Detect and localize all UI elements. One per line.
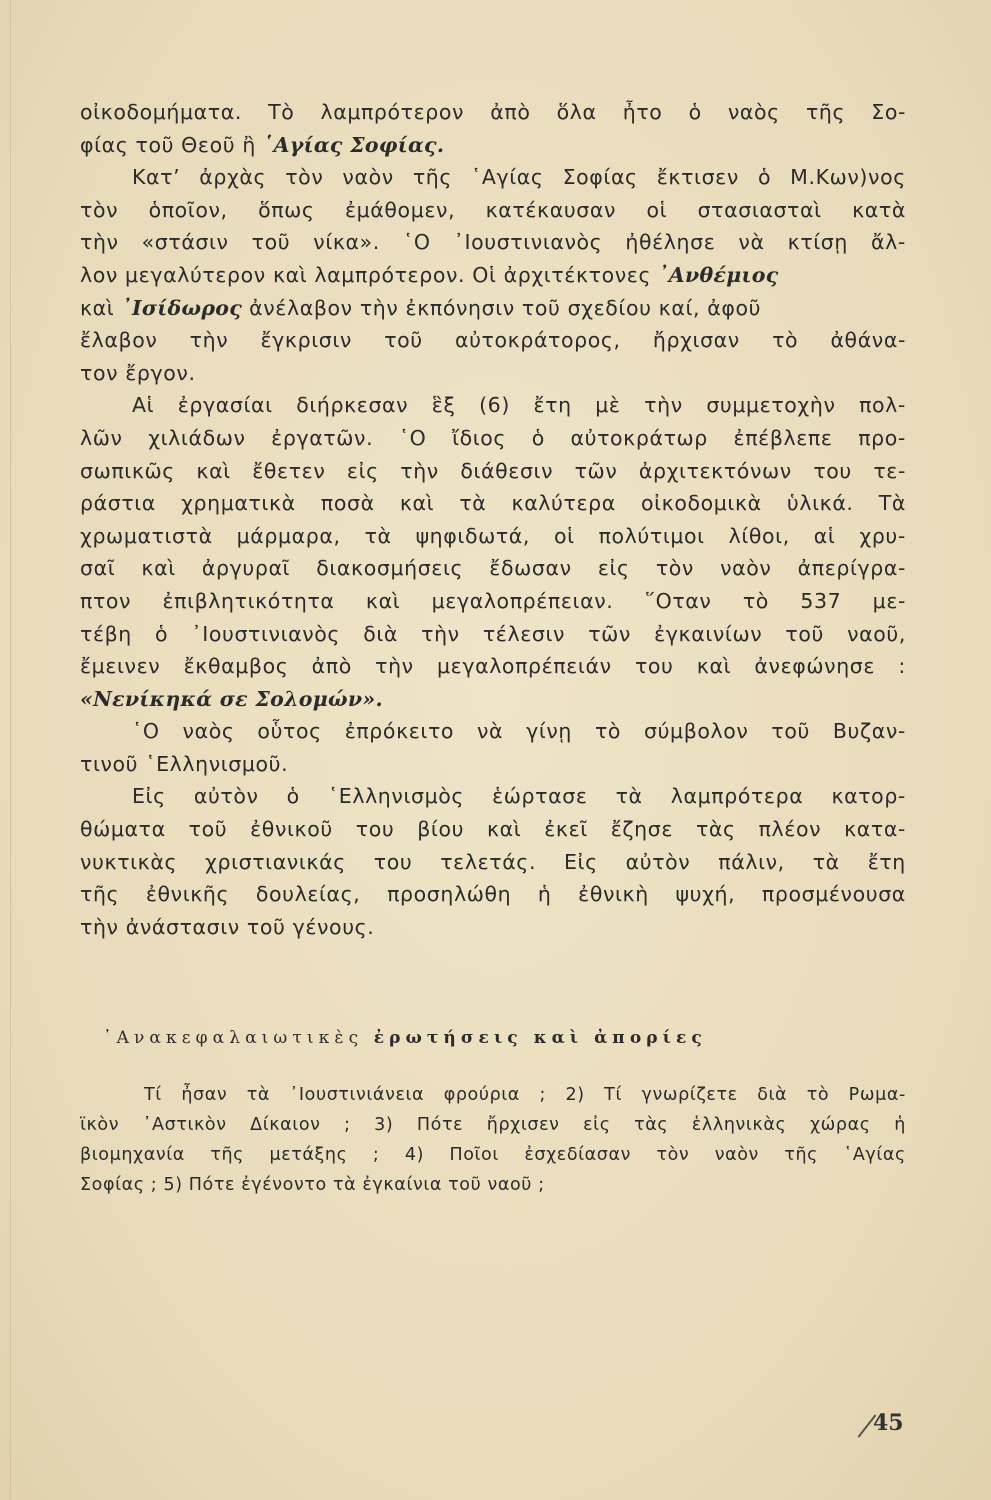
word: σαῖ: [80, 556, 116, 581]
word: ἤρχισεν: [486, 1115, 560, 1135]
word: τὰ: [459, 491, 487, 516]
paragraph: [80, 161, 906, 389]
word: νίκα».: [313, 230, 380, 255]
word: προσηλώθη: [387, 882, 512, 907]
word: ἡ: [537, 882, 552, 907]
word: κατὰ: [852, 197, 906, 222]
word: καὶ: [141, 556, 176, 581]
word: ῾Αγίας: [471, 165, 544, 190]
text-segment: ἀνέλαβον τὴν ἐκπόνησιν τοῦ σχεδίου καί, ἀφοῦ: [242, 295, 762, 320]
word: εἰς: [597, 556, 630, 581]
word: ῾Ελληνισμὸς: [327, 784, 464, 809]
line-text: τὴν ἀνάστασιν τοῦ γένους.: [80, 914, 375, 939]
word: ἀπερίγρα-: [797, 556, 906, 581]
word: ἀπὸ: [490, 100, 531, 124]
word: βιομηχανία: [80, 1145, 185, 1165]
word: ἔμεινεν: [80, 654, 161, 679]
word: γίνῃ: [526, 719, 573, 744]
word: τῆς: [210, 1145, 245, 1165]
text-line: [80, 683, 906, 716]
word: πάλιν,: [718, 849, 785, 874]
text-line: [80, 780, 906, 813]
word: τε-: [873, 458, 906, 483]
word: πολύτιμοι: [598, 523, 705, 548]
word: διήρκεσαν: [296, 393, 409, 418]
word: σωπικῶς: [80, 458, 175, 483]
text-line: [80, 259, 906, 292]
text-line: [80, 357, 906, 390]
word: μεγαλοπρέπειαν.: [431, 588, 614, 613]
word: ὁ: [155, 621, 169, 646]
word: ἀπὸ: [311, 654, 352, 679]
word: τὸν: [285, 165, 324, 190]
text-line: [80, 846, 906, 879]
word: 3): [374, 1115, 394, 1135]
word: νυκτικὰς: [80, 849, 178, 874]
word: ἑώρτασε: [492, 784, 588, 809]
word: νὰ: [477, 719, 504, 744]
word: πτον: [80, 588, 132, 613]
word: χώρας: [809, 1115, 871, 1135]
line-text: [80, 683, 383, 716]
word: ἐσχεδίασαν: [524, 1145, 632, 1165]
word: τοῦ: [188, 817, 228, 842]
word: ὅπως: [258, 197, 315, 222]
word: αὐτοκράτωρ: [570, 425, 708, 450]
word: τὴν: [644, 393, 683, 418]
word: ἔδωσαν: [489, 556, 572, 581]
word: τελετάς.: [440, 849, 537, 874]
word: καλύτερα: [511, 491, 616, 516]
word: στασιασταὶ: [697, 197, 822, 222]
word: αὐτὸν: [193, 784, 259, 809]
word: τοῦ: [785, 621, 824, 646]
word: ἴδιος: [452, 425, 507, 450]
word: ἐμάθομεν,: [344, 197, 456, 222]
word: Βυζαν-: [832, 719, 906, 744]
word: λῶν: [80, 425, 123, 450]
page-edge: [10, 0, 11, 1500]
word: τὰ: [364, 523, 392, 548]
review-questions: [80, 1080, 906, 1200]
word: ἐργασίαι: [177, 393, 273, 418]
word: γνωρίζετε: [641, 1085, 738, 1105]
word: 2): [565, 1085, 585, 1105]
question-line: [80, 1110, 906, 1140]
word: ἐθνικὴ: [578, 882, 649, 907]
word: ναοῦ,: [847, 621, 906, 646]
paragraph: [80, 389, 906, 715]
word: ἔκτισεν: [656, 165, 739, 190]
line-text: τον ἔργον.: [80, 360, 196, 385]
word: ἀργυραῖ: [201, 556, 291, 581]
word: ὅλα: [556, 100, 597, 124]
word: :: [898, 654, 906, 679]
text-line: [80, 96, 906, 129]
word: σύμβολον: [644, 719, 749, 744]
text-line: [80, 650, 906, 683]
word: τῆς: [805, 100, 846, 124]
word: μὲ: [595, 393, 621, 418]
word: ἄλ-: [871, 230, 906, 255]
word: ϊκὸν: [80, 1115, 120, 1135]
word: ὑλικά.: [786, 491, 854, 516]
word: βίου: [417, 817, 465, 842]
word: καὶ: [365, 588, 401, 613]
word: Ποῖοι: [449, 1145, 499, 1165]
word: ῾Ο: [402, 230, 431, 255]
word: Εἰς: [132, 784, 166, 809]
word: καὶ: [399, 491, 435, 516]
word: με-: [872, 588, 906, 613]
word: ἦτο: [622, 100, 663, 124]
word: ἀρχὰς: [199, 165, 267, 190]
word: ῾Ο: [132, 719, 160, 744]
word: ᾿Ιουστινιανὸς: [453, 230, 603, 255]
text-line: [80, 129, 906, 162]
word: οὗτος: [257, 719, 322, 744]
word: χρυ-: [859, 523, 906, 548]
text-line: [80, 487, 906, 520]
word: τῆς: [412, 165, 452, 190]
text-line: [80, 422, 906, 455]
word: Πότε: [416, 1115, 464, 1135]
word: ῾Ο: [398, 425, 427, 450]
word: ἔτη: [867, 849, 906, 874]
word: Τί: [144, 1085, 162, 1105]
word: τὸ: [806, 1085, 830, 1105]
word: καὶ: [196, 458, 231, 483]
word: ῞Οταν: [644, 588, 712, 613]
word: τὴν: [400, 458, 439, 483]
word: Εἰς: [563, 849, 598, 874]
paragraph: [80, 780, 906, 943]
word: μάρμαρα,: [236, 523, 341, 548]
word: λαμπρότερον: [320, 100, 465, 124]
word: τέλεσιν: [482, 621, 566, 646]
word: ὁ: [531, 425, 545, 450]
word: τὰ: [615, 784, 643, 809]
word: τὴν: [189, 328, 229, 353]
line-text: [80, 292, 761, 325]
word: ἤρχισαν: [652, 328, 740, 353]
word: ποσὰ: [320, 491, 375, 516]
word: τοῦ: [251, 230, 291, 255]
word: ναὸν: [720, 556, 772, 581]
word: ᾿Αστικὸν: [142, 1115, 227, 1135]
word: εἰς: [583, 1115, 611, 1135]
word: καὶ: [486, 817, 522, 842]
word: του: [355, 817, 395, 842]
word: τὰς: [634, 1115, 669, 1135]
word: οἰκοδομικὰ: [641, 491, 762, 516]
word: ψυχή,: [675, 882, 736, 907]
word: ναὸς: [182, 719, 235, 744]
word: ἑλληνικὰς: [691, 1115, 787, 1135]
text-line: [80, 292, 906, 325]
text-line: [80, 715, 906, 748]
word: Τί: [604, 1085, 622, 1105]
word: «στάσιν: [141, 230, 229, 255]
text-line: [80, 324, 906, 357]
word: τὸν: [80, 197, 119, 222]
word: αἱ: [813, 523, 836, 548]
word: τὴν: [375, 654, 414, 679]
word: λαμπρότερα: [670, 784, 804, 809]
word: τὴν: [421, 621, 460, 646]
body-text: [80, 96, 906, 943]
word: πλέον: [758, 817, 822, 842]
word: του: [634, 654, 674, 679]
word: τῶν: [574, 458, 618, 483]
emphasized-text: «Νενίκηκά σε Σολομών».: [80, 686, 383, 711]
word: ἀθάνα-: [830, 328, 906, 353]
word: τῶν: [588, 621, 631, 646]
question-line: [80, 1080, 906, 1110]
word: καὶ: [696, 654, 732, 679]
word: διὰ: [757, 1085, 788, 1105]
word: ἐπέβλεπε: [733, 425, 833, 450]
word: Αἱ: [132, 393, 155, 418]
word: αὐτὸν: [625, 849, 691, 874]
word: τοῦ: [384, 328, 423, 353]
word: προ-: [858, 425, 906, 450]
word: αὐτοκράτορος,: [454, 328, 621, 353]
word: ἔκθαμβος: [183, 654, 289, 679]
word: τέβη: [80, 621, 132, 646]
word: συμμετοχὴν: [706, 393, 836, 418]
emphasized-text: ῾Αγίας Σοφίας.: [263, 132, 445, 157]
word: ὁποῖον,: [148, 197, 228, 222]
word: τὰ: [812, 849, 840, 874]
word: ἠθέλησε: [625, 230, 716, 255]
section-heading: [103, 1028, 903, 1048]
emphasized-text: ᾿Ανθέμιος: [658, 262, 779, 287]
word: ἀρχιτεκτόνων: [638, 458, 792, 483]
word: χριστιανικάς: [205, 849, 346, 874]
word: (6): [479, 393, 510, 418]
word: ναὸν: [714, 1145, 759, 1165]
word: κατορ-: [831, 784, 906, 809]
word: ἐπιβλητικότητα: [162, 588, 335, 613]
word: τὰς: [695, 817, 736, 842]
word: οἱ: [553, 523, 575, 548]
word: Ρωμα-: [848, 1085, 906, 1105]
word: ὁ: [286, 784, 300, 809]
text-line: [80, 618, 906, 651]
text-line: [80, 813, 906, 846]
word: ἡ: [894, 1115, 906, 1135]
word: ἀνεφώνησε: [754, 654, 876, 679]
word: Τὸ: [268, 100, 295, 124]
word: λίθοι,: [728, 523, 790, 548]
word: ἔτη: [533, 393, 572, 418]
word: ἐργατῶν.: [271, 425, 374, 450]
word: χιλιάδων: [148, 425, 246, 450]
word: χρηματικὰ: [181, 491, 296, 516]
word: ᾿Ιουστινιανὸς: [191, 621, 341, 646]
word: ἐπρόκειτο: [344, 719, 455, 744]
word: θώματα: [80, 817, 166, 842]
word: τὸν: [655, 556, 694, 581]
word: διὰ: [363, 621, 398, 646]
emphasized-text: ᾿Ισίδωρος: [121, 295, 243, 320]
text-line: [80, 520, 906, 553]
paragraph: [80, 715, 906, 780]
word: ψηφιδωτά,: [415, 523, 531, 548]
paragraph: [80, 96, 906, 161]
word: κατέκαυσαν: [485, 197, 617, 222]
word: ;: [372, 1145, 380, 1165]
word: ἓξ: [431, 393, 456, 418]
text-line: [80, 911, 906, 944]
word: κατα-: [844, 817, 906, 842]
word: ἔλαβον: [80, 328, 158, 353]
word: χρωματιστὰ: [80, 523, 213, 548]
text-line: [80, 455, 906, 488]
word: ναὸς: [727, 100, 780, 124]
word: ἐγκαινίων: [654, 621, 763, 646]
word: ὁ: [688, 100, 702, 124]
word: 4): [404, 1145, 425, 1165]
text-line: [80, 585, 906, 618]
text-line: [80, 748, 906, 781]
word: ;: [539, 1085, 546, 1105]
text-line: [80, 226, 906, 259]
line-text: [80, 129, 444, 162]
word: Δίκαιον: [250, 1115, 321, 1135]
text-segment: λον μεγαλύτερον καὶ λαμπρότερον. Οἱ ἀρχιτέκτονες: [80, 262, 659, 287]
word: δουλείας,: [255, 882, 361, 907]
word: ἦσαν: [181, 1085, 228, 1105]
word: τοῦ: [771, 719, 810, 744]
word: νὰ: [738, 230, 765, 255]
word: εἰς: [346, 458, 379, 483]
word: του: [813, 458, 852, 483]
heading-bold: ἐρωτήσεις καὶ ἀπορίες: [373, 1028, 707, 1048]
word: τὰ: [246, 1085, 271, 1105]
heading-plain: ᾿Ανακεφαλαιωτικὲς: [103, 1028, 364, 1048]
word: ;: [344, 1115, 351, 1135]
word: διακοσμήσεις: [316, 556, 464, 581]
word: τῆς: [80, 882, 120, 907]
word: ἐθνικοῦ: [250, 817, 333, 842]
word: ἐκεῖ: [544, 817, 588, 842]
word: διάθεσιν: [460, 458, 554, 483]
word: ἐθνικῆς: [145, 882, 230, 907]
word: Μ.Κων)νος: [790, 165, 906, 190]
word: οἰκοδομήματα.: [80, 100, 242, 124]
text-segment: φίας τοῦ Θεοῦ ἢ: [80, 132, 264, 157]
word: μετάξης: [269, 1145, 348, 1165]
word: τὸ: [772, 328, 799, 353]
word: οἱ: [646, 197, 668, 222]
page-number: 45: [873, 1410, 904, 1436]
word: ᾿Ιουστινιάνεια: [289, 1085, 425, 1105]
text-line: [80, 389, 906, 422]
text-line: [80, 878, 906, 911]
word: Τὰ: [878, 491, 906, 516]
word: προσμένουσα: [761, 882, 906, 907]
word: τῆς: [784, 1145, 819, 1165]
text-line: [80, 194, 906, 227]
word: τὴν: [80, 230, 119, 255]
word: ἔζησε: [610, 817, 674, 842]
text-segment: καὶ: [80, 295, 122, 320]
word: μεγαλοπρέπειάν: [437, 654, 612, 679]
word: 537: [800, 588, 842, 613]
word: ράστια: [80, 491, 156, 516]
word: ὁ: [757, 165, 772, 190]
question-line: [80, 1170, 906, 1200]
word: πολ-: [859, 393, 906, 418]
word: ῾Αγίας: [843, 1145, 906, 1165]
text-line: [80, 161, 906, 194]
word: του: [373, 849, 413, 874]
word: ἔθετεν: [252, 458, 326, 483]
word: ἔγκρισιν: [260, 328, 352, 353]
word: Σοφίας: [562, 165, 638, 190]
question-line: [80, 1140, 906, 1170]
word: Σο-: [871, 100, 906, 124]
word: ναὸν: [342, 165, 394, 190]
word: τὸ: [594, 719, 622, 744]
line-text: τινοῦ ῾Ελληνισμοῦ.: [80, 751, 289, 776]
line-text: Σοφίας ; 5) Πότε ἐγένοντο τὰ ἐγκαίνια τοῦ ναοῦ ;: [80, 1175, 545, 1195]
text-line: [80, 552, 906, 585]
word: κτίσῃ: [787, 230, 848, 255]
word: φρούρια: [443, 1085, 520, 1105]
word: Κατ’: [132, 165, 181, 190]
line-text: [80, 259, 779, 292]
word: τὸν: [656, 1145, 690, 1165]
word: τὸ: [742, 588, 769, 613]
